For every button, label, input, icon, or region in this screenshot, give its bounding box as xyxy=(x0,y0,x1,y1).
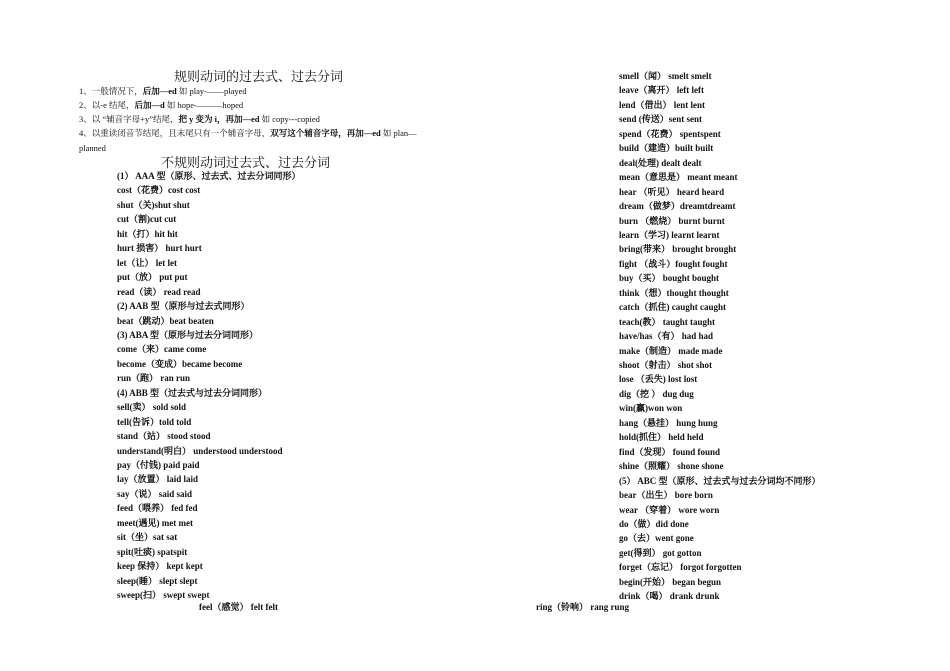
rule-2 xyxy=(79,98,243,112)
verb-row: shine（照耀） shone shone xyxy=(619,461,724,472)
verb-row: dream（做梦）dreamtdreamt xyxy=(619,201,736,212)
verb-row: think（想）thought thought xyxy=(619,287,729,298)
verb-row: lose （丢失) lost lost xyxy=(619,374,698,385)
verb-row: smell（闻） smelt smelt xyxy=(619,71,712,81)
verb-row: hear （听见） heard heard xyxy=(619,186,725,197)
verb-row: go（去）went gone xyxy=(619,533,694,544)
irregular-verbs-title: 不规则动词过去式、过去分词 xyxy=(161,155,331,170)
verb-row: let（让） let let xyxy=(117,257,177,268)
verb-row: get(得到） got gotton xyxy=(619,547,702,558)
rule-1 xyxy=(79,84,247,98)
verb-row: sleep(睡） slept slept xyxy=(117,575,198,586)
verb-row: (2) AAB 型（原形与过去式同形） xyxy=(117,301,250,312)
verb-row: cost（花费）cost cost xyxy=(117,185,201,196)
verb-row: cut（割)cut cut xyxy=(117,214,177,225)
verb-row-ring: ring（铃响） rang rung xyxy=(536,602,630,612)
verb-row: tell(告诉）told told xyxy=(117,416,192,427)
rule-text: 2、以-e 结尾， xyxy=(79,100,135,110)
verb-row: sit（坐）sat sat xyxy=(117,532,178,543)
rule-example: 如 copy---copied xyxy=(259,114,320,124)
verb-row: drink（喝） drank drunk xyxy=(619,591,720,602)
verb-row: keep 保持） kept kept xyxy=(117,561,203,572)
verb-row: shut（关)shut shut xyxy=(117,199,190,210)
verb-row: put（放） put put xyxy=(117,272,188,283)
rule-bold: 把 y 变为 i，再加—ed xyxy=(178,114,260,124)
verb-row: do（做）did done xyxy=(619,518,689,529)
verb-row: dig（挖 ） dug dug xyxy=(619,388,694,399)
verb-row: build（建造）built built xyxy=(619,143,714,154)
verb-row: come（来）came come xyxy=(117,344,207,355)
rule-example: 如 plan— xyxy=(380,128,417,138)
verb-row: stand（站） stood stood xyxy=(117,431,211,442)
rule-bold: 后加—ed xyxy=(142,86,177,96)
verb-row: hurt 损害） hurt hurt xyxy=(117,243,202,254)
verb-row: find（发现） found found xyxy=(619,446,721,457)
verb-row: beat（跳动）beat beaten xyxy=(117,315,214,326)
verb-row: hang（悬挂） hung hung xyxy=(619,417,718,428)
verb-row: leave（离开） left left xyxy=(619,85,704,96)
verb-row: (3) ABA 型（原形与过去分词同形） xyxy=(117,329,259,340)
verb-row: forget（忘记） forgot forgotten xyxy=(619,562,742,573)
verb-row: read（读） read read xyxy=(117,286,201,297)
verb-row-feel: feel（感觉） felt felt xyxy=(199,602,278,612)
verb-row: lay（放置） laid laid xyxy=(117,474,199,485)
rule-text: planned xyxy=(79,143,106,153)
verb-row: make（制造） made made xyxy=(619,345,723,356)
verb-row: teach(教） taught taught xyxy=(619,316,715,327)
rule-text: 1、一般情况下， xyxy=(79,86,143,96)
verb-row: begin(开始） began begun xyxy=(619,576,722,587)
rule-bold: 双写这个辅音字母，再加—ed xyxy=(270,128,381,138)
rule-example: 如 play-——played xyxy=(176,86,247,96)
verb-row: send (传送）sent sent xyxy=(619,114,703,125)
verb-row: burn （燃烧） burnt burnt xyxy=(619,215,725,226)
verb-row: shoot（射击） shot shot xyxy=(619,360,713,370)
regular-verbs-title: 规则动词的过去式、过去分词 xyxy=(174,69,344,84)
verb-row: buy（买） bought bought xyxy=(619,273,720,284)
verb-row: have/has（有） had had xyxy=(619,331,714,342)
verb-row: pay（付钱) paid paid xyxy=(117,460,200,470)
verb-row: fight （战斗）fought fought xyxy=(619,258,728,269)
verb-row: win(赢)won won xyxy=(619,403,683,414)
verb-row: deal(处理) dealt dealt xyxy=(619,157,702,168)
verb-row: wear （穿着） wore worn xyxy=(619,504,720,515)
verb-row: run（跑） ran run xyxy=(117,373,191,384)
verb-row: bear（出生） bore born xyxy=(619,490,713,501)
verb-row: feed（喂养） fed fed xyxy=(117,503,198,514)
verb-row: (5） ABC 型（原形、过去式与过去分词均不同形） xyxy=(619,475,821,486)
verb-row: hit（打）hit hit xyxy=(117,228,178,239)
rule-3 xyxy=(79,112,320,126)
verb-row: understand(明白） understood understood xyxy=(117,445,283,456)
verb-row: spend（花费） spentspent xyxy=(619,128,721,139)
verb-row: meet(遇见) met met xyxy=(117,517,193,528)
verb-row: bring(带来） brought brought xyxy=(619,244,737,255)
verb-row: lend（借出） lent lent xyxy=(619,99,706,110)
verb-row: learn（学习) learnt learnt xyxy=(619,229,720,240)
verb-row: sweep(扫） swept swept xyxy=(117,590,210,601)
verb-row: say（说） said said xyxy=(117,488,193,499)
verb-row: (1） AAA 型（原形、过去式、过去分词同形） xyxy=(117,171,301,181)
verb-row: catch（抓住) caught caught xyxy=(619,302,726,313)
verb-row: spit(吐痰) spatspit xyxy=(117,546,188,557)
verb-row: sell(卖） sold sold xyxy=(117,402,187,413)
rule-text: 4、以重读闭音节结尾，且末尾只有一个辅音字母， xyxy=(79,128,271,138)
rule-4 xyxy=(79,126,417,140)
rule-text: 3、以 “辅音字母+y”结尾， xyxy=(79,114,179,124)
rule-example: 如 hope-———hoped xyxy=(164,100,244,110)
verb-row: become（变成）became become xyxy=(117,358,243,369)
rule-4-continued xyxy=(79,141,106,155)
verb-row: mean（意思是） meant meant xyxy=(619,172,738,183)
rule-bold: 后加—d xyxy=(134,100,165,110)
verb-row: hold(抓住） held held xyxy=(619,432,704,443)
verb-row: (4) ABB 型（过去式与过去分词同形） xyxy=(117,387,268,398)
